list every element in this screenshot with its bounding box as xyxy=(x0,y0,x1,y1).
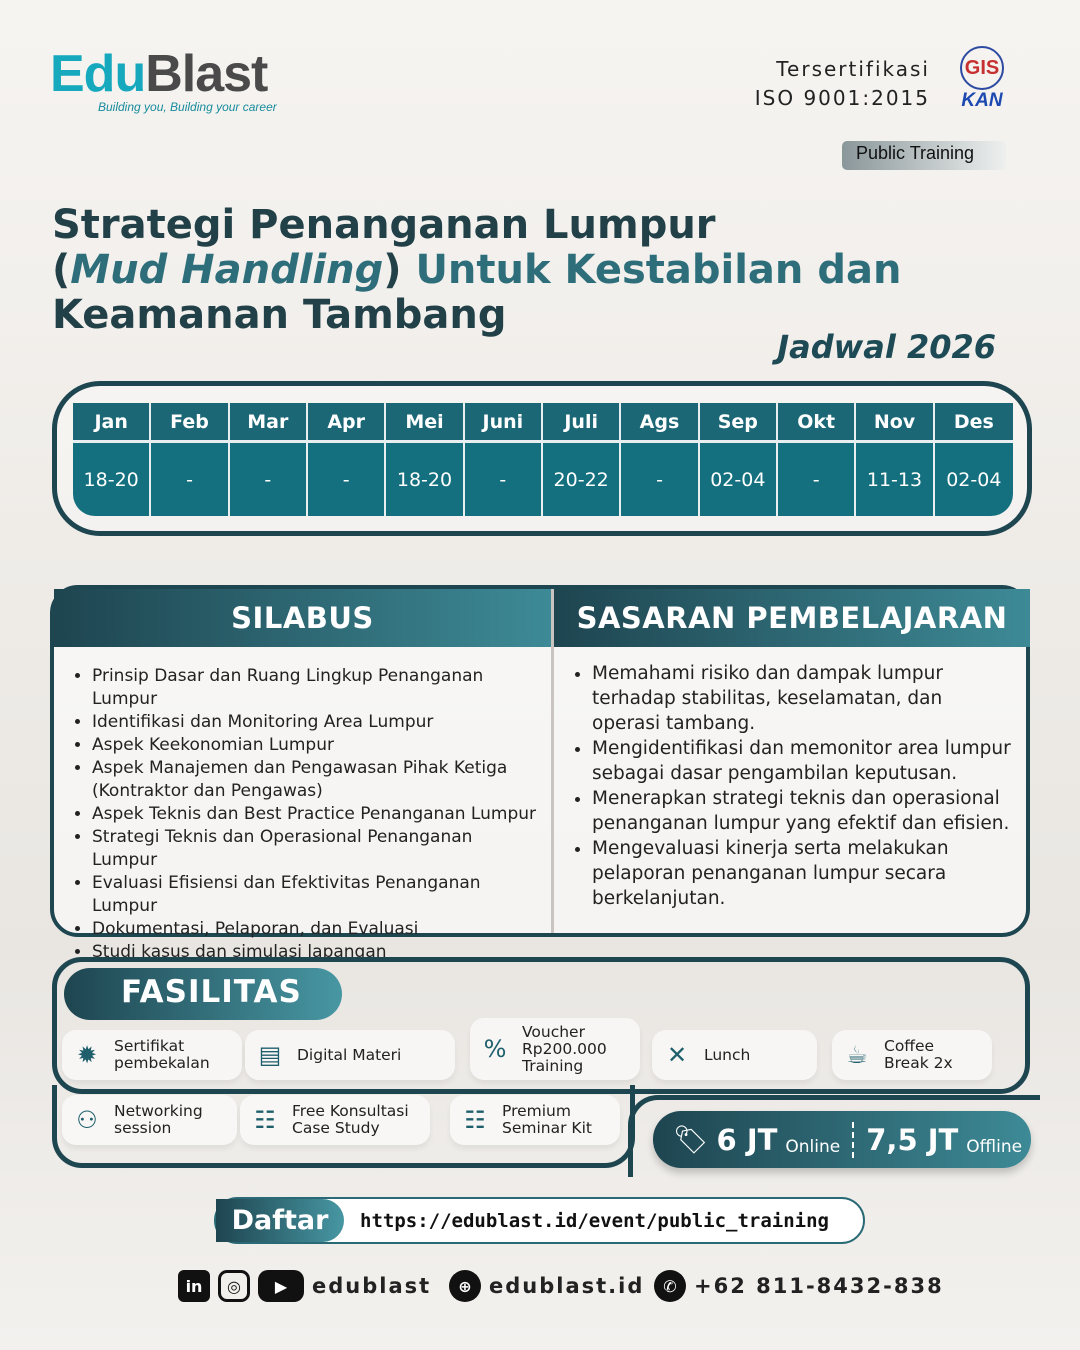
network-icon: ⚇ xyxy=(76,1105,98,1134)
title-paren: ) xyxy=(383,247,402,293)
schedule-date: 20-22 xyxy=(543,443,621,516)
list-item: • Aspek Keekonomian Lumpur xyxy=(92,734,537,757)
price-divider xyxy=(852,1122,854,1158)
schedule-date: - xyxy=(778,443,856,516)
list-item: • Studi kasus dan simulasi lapangan xyxy=(92,941,537,964)
syllabus-objectives-panel xyxy=(50,585,1030,962)
list-item: • Aspek Manajemen dan Pengawasan Pihak Ketiga (Kontraktor dan Pengawas) xyxy=(92,757,537,803)
facility-label: Seminar Kit xyxy=(502,1119,592,1137)
register-button[interactable]: Daftar xyxy=(216,1199,344,1242)
facility-label: Free Konsultasi xyxy=(292,1102,409,1120)
price-online: 6 JT xyxy=(716,1122,778,1157)
page-title xyxy=(52,203,901,338)
website-link[interactable]: edublast.id xyxy=(489,1274,645,1298)
silabus-column xyxy=(54,589,554,962)
month-header: Apr xyxy=(308,403,386,443)
month-header: Nov xyxy=(856,403,934,443)
schedule-date: 18-20 xyxy=(386,443,464,516)
title-paren: ( xyxy=(52,247,71,293)
certificate-icon: ✹ xyxy=(76,1040,98,1069)
facility-text xyxy=(114,1103,203,1137)
price-bar xyxy=(653,1111,1031,1168)
facility-text xyxy=(114,1038,210,1072)
month-header: Sep xyxy=(700,403,778,443)
title-italic: Mud Handling xyxy=(70,247,384,293)
price-tag-icon: 🏷 xyxy=(673,1123,709,1156)
list-item: • Menerapkan strategi teknis dan operasional penanganan lumpur yang efektif dan efisien. xyxy=(592,786,1016,836)
schedule-date: 18-20 xyxy=(73,443,151,516)
facility-label: pembekalan xyxy=(114,1054,210,1072)
facility-label: Case Study xyxy=(292,1119,380,1137)
logo-text-blast: Blast xyxy=(145,45,268,103)
title-line2: Untuk Kestabilan dan xyxy=(401,247,902,293)
schedule-panel xyxy=(52,381,1032,536)
schedule-date: - xyxy=(465,443,543,516)
facility-item xyxy=(240,1095,430,1145)
schedule-date: - xyxy=(621,443,699,516)
gis-logo: GIS xyxy=(960,46,1004,90)
list-item: • Identifikasi dan Monitoring Area Lumpur xyxy=(92,711,537,734)
facility-label: Break 2x xyxy=(884,1054,953,1072)
facilities-heading: FASILITAS xyxy=(64,968,342,1020)
list-item: • Mengevaluasi kinerja serta melakukan pelaporan penanganan lumpur secara berkelanjutan. xyxy=(592,836,1016,911)
sasaran-heading: SASARAN PEMBELAJARAN xyxy=(554,589,1030,647)
facility-item xyxy=(832,1030,992,1080)
linkedin-icon[interactable]: in xyxy=(178,1270,210,1302)
schedule-date: 02-04 xyxy=(700,443,778,516)
list-item: • Mengidentifikasi dan memonitor area lumpur sebagai dasar pengambilan keputusan. xyxy=(592,736,1016,786)
globe-icon: ⊕ xyxy=(449,1270,481,1302)
month-header: Feb xyxy=(151,403,229,443)
facility-item xyxy=(652,1030,817,1080)
phone xyxy=(654,1266,944,1306)
list-item: • Aspek Teknis dan Best Practice Penanganan Lumpur xyxy=(92,803,537,826)
price-online-label: Online xyxy=(785,1136,841,1157)
facility-text xyxy=(502,1103,592,1137)
youtube-icon[interactable]: ▶ xyxy=(258,1270,304,1302)
schedule-date: - xyxy=(151,443,229,516)
facility-label: Digital Materi xyxy=(297,1045,402,1064)
facility-item xyxy=(245,1030,455,1080)
brand-logo xyxy=(50,45,277,114)
facility-text xyxy=(297,1047,401,1064)
facility-label: Voucher xyxy=(522,1022,585,1041)
schedule-date: 02-04 xyxy=(946,468,1002,491)
facility-item xyxy=(450,1095,620,1145)
facility-label: session xyxy=(114,1119,172,1137)
instagram-icon[interactable]: ◎ xyxy=(218,1270,250,1302)
social-handles xyxy=(178,1266,431,1306)
schedule-label: Jadwal 2026 xyxy=(777,328,996,366)
facility-label: Sertifikat xyxy=(114,1037,185,1055)
public-training-badge: Public Training xyxy=(842,141,1006,170)
coffee-icon: ☕ xyxy=(846,1040,868,1069)
title-line1: Strategi Penanganan Lumpur xyxy=(52,202,716,248)
price-offline-label: Offline xyxy=(966,1136,1023,1157)
sasaran-column xyxy=(554,589,1030,933)
month-header: Mei xyxy=(386,403,464,443)
phone-number[interactable]: +62 811-8432-838 xyxy=(694,1274,944,1298)
month-header: Jan xyxy=(73,403,151,443)
schedule-table xyxy=(73,403,1013,516)
silabus-list xyxy=(54,647,551,964)
social-handle: edublast xyxy=(312,1274,432,1298)
brand-tagline: Building you, Building your career xyxy=(98,100,277,114)
facility-text xyxy=(292,1103,409,1137)
facility-label: Networking xyxy=(114,1102,203,1120)
seminar-kit-icon: ☷ xyxy=(464,1105,486,1134)
list-item: • Prinsip Dasar dan Ruang Lingkup Penanganan Lumpur xyxy=(92,665,537,711)
facility-label: Lunch xyxy=(704,1045,751,1064)
website xyxy=(449,1266,644,1306)
cert-line1: Tersertifikasi xyxy=(776,57,930,81)
month-header: Okt xyxy=(778,403,856,443)
list-item: • Evaluasi Efisiensi dan Efektivitas Penanganan Lumpur xyxy=(92,872,537,918)
register-url-link[interactable]: https://edublast.id/event/public_training xyxy=(360,1209,829,1232)
digital-book-icon: ▤ xyxy=(258,1040,282,1069)
facility-item xyxy=(62,1030,242,1080)
price-offline: 7,5 JT xyxy=(866,1122,959,1157)
month-header: Ags xyxy=(621,403,699,443)
logo-text-edu: Edu xyxy=(50,45,146,103)
list-item: • Memahami risiko dan dampak lumpur terhadap stabilitas, keselamatan, dan operasi tambang. xyxy=(592,661,1016,736)
whatsapp-icon: ✆ xyxy=(654,1270,686,1302)
list-item: • Strategi Teknis dan Operasional Penanganan Lumpur xyxy=(92,826,537,872)
schedule-date: 11-13 xyxy=(856,443,934,516)
facility-label: Training xyxy=(522,1056,584,1075)
silabus-heading: SILABUS xyxy=(54,589,551,647)
month-header: Des xyxy=(935,403,1013,443)
facility-label: Rp200.000 xyxy=(522,1039,607,1058)
facility-text xyxy=(522,1024,607,1075)
cert-line2: ISO 9001:2015 xyxy=(754,86,930,110)
schedule-date: - xyxy=(230,443,308,516)
title-line3: Keamanan Tambang xyxy=(52,292,507,338)
utensils-icon: ✕ xyxy=(666,1040,688,1069)
facility-text xyxy=(704,1047,750,1064)
month-header: Juli xyxy=(543,403,621,443)
facility-label: Premium xyxy=(502,1102,571,1120)
month-header: Juni xyxy=(465,403,543,443)
certification xyxy=(755,55,930,113)
sasaran-list xyxy=(554,647,1030,911)
list-item: • Dokumentasi, Pelaporan, dan Evaluasi xyxy=(92,918,537,941)
schedule-date: - xyxy=(308,443,386,516)
consultation-icon: ☷ xyxy=(254,1105,276,1134)
facility-label: Coffee xyxy=(884,1037,935,1055)
kan-logo: KAN xyxy=(961,90,1003,111)
facility-text xyxy=(884,1038,953,1072)
iso-seal-logo xyxy=(950,40,1014,124)
facility-item xyxy=(62,1095,237,1145)
register-bar[interactable] xyxy=(214,1197,865,1244)
month-header: Mar xyxy=(230,403,308,443)
facility-item xyxy=(470,1018,640,1080)
voucher-icon: % xyxy=(483,1034,507,1063)
